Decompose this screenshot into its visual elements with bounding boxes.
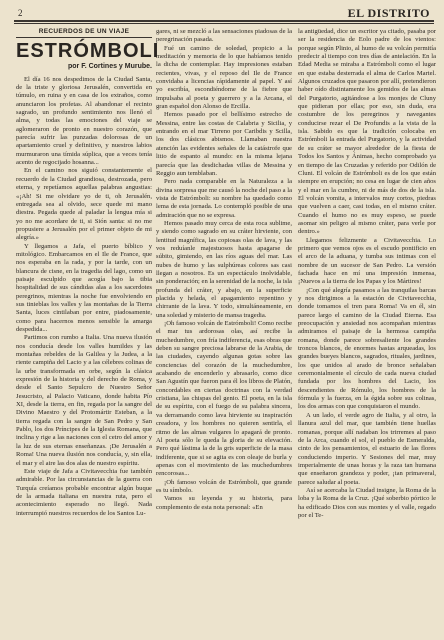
paragraph: A un lado, el verde agro de Italia, y al otro, la llanura azul del mar, que también tiene huellas romanas, porque allí nadaban los trirremes al paso de la Arca, cuando el sol, el pueblo de Esmeralda, cinto de los pensamientos, el estuario de las flores conduciendo imperio. Y Sesiones del mar, muy imperialmente de unas horas y la raza tan humana que enseñaron grandeza y poder, ¡tan primaveral, parece saludar al poeta. (298, 411, 436, 486)
page-number: 2 (18, 8, 23, 18)
paragraph: Vamos su leyenda y su historia, para complemento de esta nota personal: «En (156, 495, 292, 511)
paragraph: En el camino nos siguió constantemente el recuerdo de la Ciudad grandiosa, destrozada, pero eterna, y repetíamos aquellas palabras angustias: «¡Ah! Si me olvidare yo de ti, oh Jerusalén, entregada sea al olvido, sece quede mi mano diestra. Pegada quede al paladar la lengua mía si yo no me acordare de ti, si Sión santa: si no me propusiere a Jerusalén por el primer objeto de mi alegría.» (16, 167, 152, 242)
paragraph: Fué un camino de soledad, propicio a la meditación y memoria de lo que habíamos tenido la dicha de contemplar. Hay impresiones estaban recientes, vivas, y el reposo del Ile de France convidaba a licencias rápidamente al papel. Y así yo escribía, escondiéndome de la fiebre que impulsaba al poeta y guerrero y a la Arcana, el gran español don Alonso de Ercilla. (156, 44, 292, 111)
column-3 (298, 28, 436, 520)
paragraph: Y llegamos a Jafa, el puerto bíblico y mitológico. Embarcamos en el Ile de France, que nos esperaba en la rada, y por la tarde, con un blancura de cisne, en la tragedia del lago, como un paisaje esculpido que acogía bajo la tibia hospitalidad de sus cándidas alas a los sacerdotes peregrinos, mientras la noche fue envolviendo en sus tinieblas los valles y las montañas de la Tierra Santa, luces cintilaban por entre, piadosamente, como para hacernos menos sensible la amarga despedida... (16, 242, 152, 333)
paragraph: Llegamos felizmente a Civitavecchia. Lo primero que vemos ojos es el escudo pontificio en el arco de la aduana, y tumba sus intimas con el nombre de un sucesor de San Pedro. La versión fachada hace en mí una impresión inmensa, ¡Nuevos a la tierra de los Papas y los Mártires! (298, 236, 436, 286)
paragraph: Hemos pasado por el bellísimo estrecho de Messina, entre las costas de Calabria y Sicilia, y entrando en el mar Tirreno por Caribdis y Scilla, los dos clásicos abismos. Llamaban nuestra atención las evidentes señales de la catástrofe que litio de espanto al mundo: en la misma lejana parecía que las desdichadas villas de Messina y Reggio aun temblaban. (156, 111, 292, 177)
article-byline: por F. Cortines y Murube. (67, 63, 152, 71)
paragraph: Partimos con rumbo a Italia. Una nueva ilusión nos conducía desde los valles humildes y las montañas rebeldes de la Galilea y la Judea, a la riente campiña del Lacio y a las célebres colinas de la urbe transformada en orbe, según la clásica expresión de la historia y del derecho de Roma, y desde el Santo Sepulcro de Nuestro Señor Jesucristo, al Palacio Vaticano, donde habita Pío XI, desde la tierra, en fin, regada por la sangre del Divino Maestro y del Protomártir Esteban, a la tierra regada con la sangre de San Pedro y San Pablo, los dos Príncipes de la Iglesia Romana, que inclina y rige a las naciones con el cetro del amor y la luz de sus eternas enseñanzas. ¡De Jerusalén a Roma! Una nueva ilusión nos conducía, y, sin ella, el mar y el aire las dos alas de nuestro espíritu. (16, 334, 152, 467)
paragraph: ¡Oh famoso volcán de Estrómboli, que grande es tu símbolo. (156, 478, 292, 494)
header-rule (14, 20, 434, 22)
paragraph: Pero nada comparable en la Naturaleza a la divina sorpresa que me causó la noche del paso a la vista de Estrómboli: su nombre ha quedado como lema de esta jornada. Lo contempló posible de una admiración que no se expresa. (156, 178, 292, 219)
paragraph: Este viaje de Jafa a Civitavecchia fue también admirable. Por las circunstancias de la guerra con Turquía creíamos probable encontrar algún buque de la armada italiana en nuestra ruta, pero el acontecimiento esperado no llegó. Nada interrumpió nuestros recuerdos de los Santos Lu- (16, 467, 152, 517)
article-title: ESTRÓMBOLI (16, 40, 160, 63)
column-2 (156, 28, 292, 512)
paragraph: gares, ni se mezcló a las sensaciones piadosas de la peregrinación pasada. (156, 28, 292, 44)
article-kicker: RECUERDOS DE UN VIAJE (16, 28, 152, 38)
paragraph: Así se acercaba la Ciudad insigne, la Roma de la loba y la Roma de la Cruz. ¡Qué soberbio pórtico le ha edificado Dios con sus montes y el valle, regado por el Te- (298, 486, 436, 519)
paragraph: El día 16 nos despedimos de la Ciudad Santa, de la triste y gloriosa Jerusalén, convertida en túmulo, en ruina y en casa de los extraños, como anunciaron los profetas. Al abandonar el recinto sagrado, un profundo sentimiento nos llenó el alma, y todas las emociones del viaje se aglomeraron de pronto en nuestro corazón, que parecía sufrir las punzadas dolorosas de un apartamiento cruel y definitivo, y nuestros labios murmuraron una tímida súplica, que a veces tenía acento de regocijado hosanna... (16, 75, 152, 167)
header-rule-thin (14, 23, 434, 24)
paragraph: Hemos pasado muy cerca de esta roca sublime, y siendo como sagrado en su cráter hirviente, con lentitud magnífica, las copiosas olas de lava, y las vos reduíanle majestuosos hasta apagarse de súbito, gimiendo, en las ríos aguas del mar. Las nubes de humo y las sulphúreas colores sas casi llegan a nosotros. Es un espectáculo inolvidable, sin ponderación; en la serenidad de la noche, la isla profunda del cráter, y abajo, en la superficie placida y helada, el apagamiento repentino y chirrante de la lava. Y todo, simultáneamente, en una soledad y misterio de mansa tragedia. (156, 219, 292, 319)
paragraph: la antigüedad, dice un escritor ya citado, pasaba por ser la residencia de Eolo padre de los vientos: porque según Plinio, al humo de su volcán permitía predecir al tiempo con tres días de antelación. En la Edad Media se miraba a Estrómboli como el lugar en que estaba desterrada el alma de Carlos Martel. Algunos cruzados que pasaron por allí, pretendieron haber oído distintamente los gemidos de las almas del Purgatorio, agitándose a los monjes de Cluny que pidieran por ellas; por eso, sin duda, era costumbre de los peregrinos y navegantes conducirse rezar el De Profundis a la vista de la isla. Sabido es que la tradición colocaba en Estrómboli la entrada del Purgatorio, y la actividad de su cráter se mayor alrededor de la fiesta de Todos los Santos y Ánimas, hecho comprobado ya en tiempo de las Cruzadas y referido por Odilón de Cluni. El volcán de Estrómboli es de los que están siempre en erupción; no cesa en lugar de cien años y el mar en la cumbre, ni de más de dos de la isla. El volcán vomita, a intervalos muy cortos, piedras que vuelven a caer, casi todas, en el mismo cráter. Cuando el humo no es muy espeso, se puede asomar sin peligro al mismo cráter, para verle por dentro.» (298, 28, 436, 236)
paragraph: ¡Oh famoso volcán de Estrómboli! Como recibe el mar tus ardorosas olas, así recibe la muchedumbre, con fría indiferencia, esas obras que deben su sangre preciosa labrarse de la Arabia, de las ciudades, cayendo algunas gotas sobre las conciencias del corazón de la muchedumbre, acabando de encenderlo y abrasarlo, como dice San Agustín que fueron para él los libros de Platón, concordables en ciertas doctrinas con la verdad cristiana, las chispas del genio. El poeta, en la isla de su espíritu, con el fuego de su palabra sincera, va derramando como lava hirviente su inspiración creadora, y los hombres no quieren sentirla, el ritmo de las almas vulgares lo apagará de pronto. Al poeta sólo le queda la gloria de su elevación. Pero qué lástima la de la gris superficie de la masa indiferente, que si se agita es con oleaje de burla y apenas con el movimiento de las muchedumbres rencorosas... (156, 320, 292, 478)
column-1 (16, 28, 160, 518)
masthead: EL DISTRITO (347, 6, 430, 20)
paragraph: ¡Con qué alegría pasamos a las tranquilas barcas y nos dirigimos a la estación de Civitavecchia, donde tomamos el tren para Roma! Va en él, sin parece largo el camino de la Ciudad Eterna. Esa preocupación y ansiedad nos acompañan mientras admiramos el paisaje de la hermosa campiña romana, donde parece sobresaliente los grandes troncos blancos, de enormes hastas arqueadas, los grandes bueyes blancos, sagrados, rituales, jardines, los que unidos al arado de bronce señalaban ceremonialmente el círculo de cada nueva ciudad fundada por los hombres del Lacio, los descendientes de Rómulo, los hombres de la fórmula y la fuerza, en la égida sobre sus colinas, los dos armas con que conquistaron el mundo. (298, 286, 436, 411)
